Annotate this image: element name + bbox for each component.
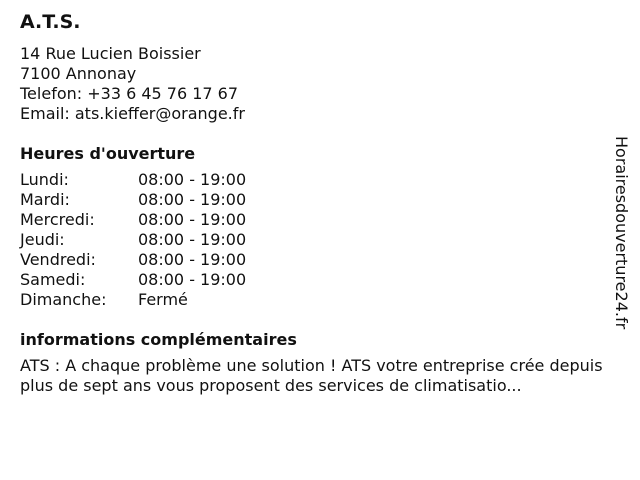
hours-time: 08:00 - 19:00 (138, 190, 247, 209)
info-heading: informations complémentaires (20, 330, 297, 349)
hours-heading: Heures d'ouverture (20, 144, 196, 163)
hours-day: Mercredi: (20, 210, 95, 229)
business-card (20, 8, 610, 396)
hours-time: 08:00 - 19:00 (138, 250, 247, 269)
hours-row-thursday (20, 230, 610, 250)
business-name: A.T.S. (20, 11, 81, 33)
hours-day: Mardi: (20, 190, 70, 209)
hours-row-saturday (20, 270, 610, 290)
site-watermark: Horairesdouverture24.fr (612, 136, 631, 330)
hours-day: Lundi: (20, 170, 69, 189)
hours-time: 08:00 - 19:00 (138, 270, 247, 289)
address-block (20, 44, 610, 124)
hours-row-sunday (20, 290, 610, 310)
hours-time: 08:00 - 19:00 (138, 170, 247, 189)
phone-line: Telefon: +33 6 45 76 17 67 (20, 84, 239, 103)
info-text: ATS : A chaque problème une solution ! ATS votre entreprise crée depuis plus de sept ans vous proposent des services de climatisatio... (20, 356, 603, 395)
hours-day: Samedi: (20, 270, 86, 289)
hours-row-wednesday (20, 210, 610, 230)
hours-day: Vendredi: (20, 250, 96, 269)
hours-time: 08:00 - 19:00 (138, 230, 247, 249)
address-street: 14 Rue Lucien Boissier (20, 44, 201, 63)
hours-row-friday (20, 250, 610, 270)
email-line: Email: ats.kieffer@orange.fr (20, 104, 245, 123)
hours-time: Fermé (138, 290, 188, 309)
address-city: 7100 Annonay (20, 64, 137, 83)
hours-time: 08:00 - 19:00 (138, 210, 247, 229)
hours-table (20, 170, 610, 310)
hours-day: Dimanche: (20, 290, 107, 309)
hours-day: Jeudi: (20, 230, 65, 249)
hours-row-monday (20, 170, 610, 190)
hours-row-tuesday (20, 190, 610, 210)
